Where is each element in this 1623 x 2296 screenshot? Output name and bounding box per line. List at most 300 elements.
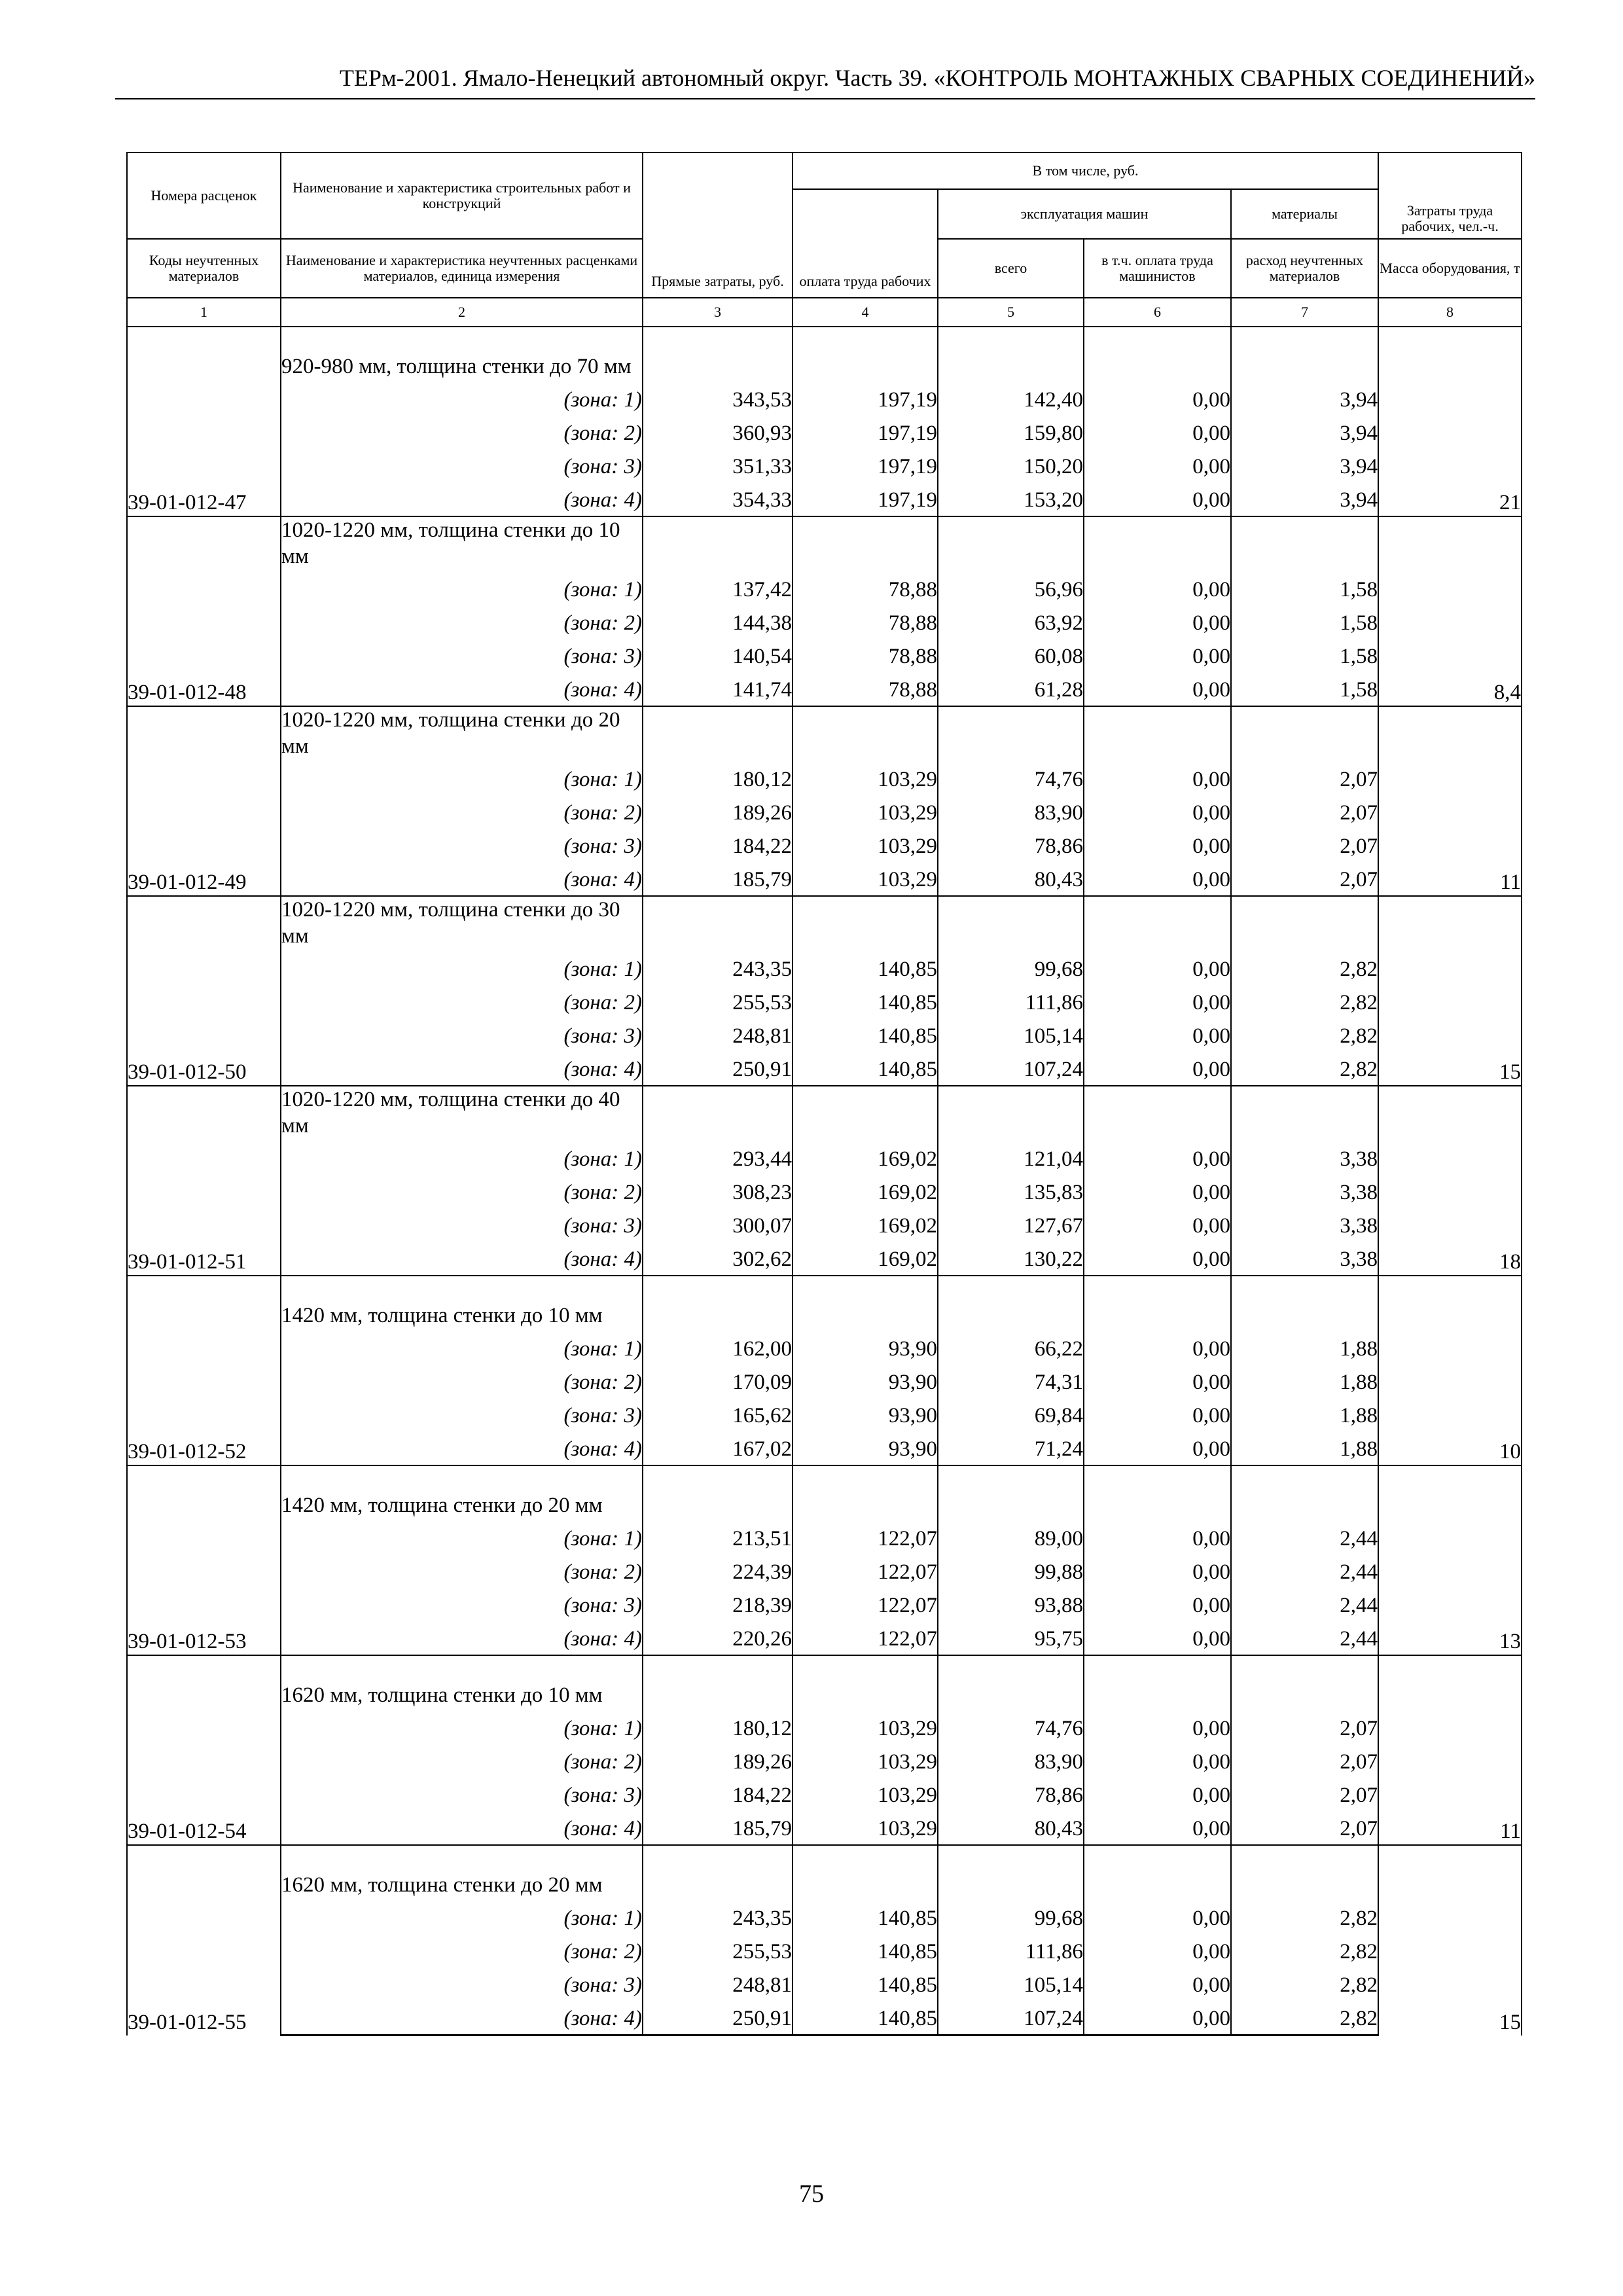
operator-pay-value: 0,00 xyxy=(1084,413,1231,446)
machines-total-value: 107,24 xyxy=(938,1049,1084,1086)
materials-value: 3,94 xyxy=(1231,480,1378,516)
direct-costs-value: 360,93 xyxy=(643,413,793,446)
operator-pay-value: 0,00 xyxy=(1084,446,1231,480)
empty-cell xyxy=(793,706,938,759)
direct-costs-value: 189,26 xyxy=(643,793,793,826)
worker-pay-value: 103,29 xyxy=(793,759,938,793)
operator-pay-value: 0,00 xyxy=(1084,982,1231,1016)
operator-pay-value: 0,00 xyxy=(1084,1049,1231,1086)
direct-costs-value: 185,79 xyxy=(643,859,793,896)
zone-label: (зона: 1) xyxy=(281,1139,643,1172)
zone-label: (зона: 1) xyxy=(281,1329,643,1362)
zone-row xyxy=(127,1016,1522,1049)
empty-cell xyxy=(793,896,938,949)
machines-total-header: всего xyxy=(938,239,1084,298)
machines-total-value: 153,20 xyxy=(938,480,1084,516)
operator-pay-value: 0,00 xyxy=(1084,1898,1231,1931)
work-description: 1620 мм, толщина стенки до 20 мм xyxy=(281,1845,643,1898)
zone-row xyxy=(127,1931,1522,1965)
empty-cell xyxy=(643,706,793,759)
direct-costs-value: 250,91 xyxy=(643,1049,793,1086)
materials-value: 2,07 xyxy=(1231,1708,1378,1742)
materials-value: 1,58 xyxy=(1231,569,1378,603)
zone-label: (зона: 4) xyxy=(281,1808,643,1845)
worker-pay-header: оплата труда рабочих xyxy=(793,189,938,298)
empty-cell xyxy=(1084,1086,1231,1139)
empty-cell xyxy=(938,1276,1084,1329)
direct-costs-value: 213,51 xyxy=(643,1518,793,1552)
direct-costs-value: 180,12 xyxy=(643,759,793,793)
labor-cost: 8,4 xyxy=(1378,516,1522,706)
empty-cell xyxy=(1084,896,1231,949)
zone-row xyxy=(127,1049,1522,1086)
direct-costs-value: 293,44 xyxy=(643,1139,793,1172)
materials-value: 2,44 xyxy=(1231,1585,1378,1619)
empty-cell xyxy=(643,327,793,380)
worker-pay-value: 122,07 xyxy=(793,1518,938,1552)
rate-row-header xyxy=(127,1276,1522,1329)
column-number: 7 xyxy=(1231,298,1378,327)
operator-pay-value: 0,00 xyxy=(1084,1742,1231,1775)
empty-cell xyxy=(793,327,938,380)
direct-costs-value: 255,53 xyxy=(643,1931,793,1965)
empty-cell xyxy=(938,1086,1084,1139)
empty-cell xyxy=(643,1845,793,1898)
materials-value: 1,58 xyxy=(1231,670,1378,706)
zone-row xyxy=(127,413,1522,446)
labor-cost: 13 xyxy=(1378,1465,1522,1655)
labor-cost: 11 xyxy=(1378,1655,1522,1845)
direct-costs-value: 302,62 xyxy=(643,1239,793,1276)
zone-label: (зона: 1) xyxy=(281,759,643,793)
worker-pay-value: 140,85 xyxy=(793,949,938,982)
column-number: 6 xyxy=(1084,298,1231,327)
machines-total-value: 99,68 xyxy=(938,949,1084,982)
operator-pay-value: 0,00 xyxy=(1084,793,1231,826)
worker-pay-value: 103,29 xyxy=(793,1775,938,1808)
direct-costs-value: 184,22 xyxy=(643,1775,793,1808)
machines-total-value: 105,14 xyxy=(938,1965,1084,1998)
work-description: 1620 мм, толщина стенки до 10 мм xyxy=(281,1655,643,1708)
machines-total-value: 99,88 xyxy=(938,1552,1084,1585)
labor-costs-header: Затраты труда рабочих, чел.-ч. xyxy=(1378,152,1522,239)
direct-costs-value: 308,23 xyxy=(643,1172,793,1206)
rate-row-header xyxy=(127,1086,1522,1139)
zone-label: (зона: 2) xyxy=(281,1931,643,1965)
direct-costs-value: 185,79 xyxy=(643,1808,793,1845)
empty-cell xyxy=(1231,1845,1378,1898)
zone-row xyxy=(127,1619,1522,1655)
empty-cell xyxy=(643,1655,793,1708)
materials-value: 1,88 xyxy=(1231,1429,1378,1465)
worker-pay-value: 140,85 xyxy=(793,1965,938,1998)
zone-row xyxy=(127,670,1522,706)
direct-costs-value: 224,39 xyxy=(643,1552,793,1585)
machines-total-value: 99,68 xyxy=(938,1898,1084,1931)
materials-header: материалы xyxy=(1231,189,1378,239)
labor-cost: 11 xyxy=(1378,706,1522,896)
machines-total-value: 135,83 xyxy=(938,1172,1084,1206)
empty-cell xyxy=(793,1465,938,1518)
direct-costs-value: 162,00 xyxy=(643,1329,793,1362)
rate-code: 39-01-012-50 xyxy=(127,896,281,1086)
operator-pay-value: 0,00 xyxy=(1084,1239,1231,1276)
labor-cost: 15 xyxy=(1378,1845,1522,2036)
operator-pay-value: 0,00 xyxy=(1084,603,1231,636)
machines-total-value: 71,24 xyxy=(938,1429,1084,1465)
worker-pay-value: 122,07 xyxy=(793,1552,938,1585)
rate-code: 39-01-012-53 xyxy=(127,1465,281,1655)
materials-value: 1,58 xyxy=(1231,603,1378,636)
worker-pay-value: 140,85 xyxy=(793,982,938,1016)
labor-cost: 21 xyxy=(1378,327,1522,516)
empty-cell xyxy=(1231,1655,1378,1708)
machines-total-value: 78,86 xyxy=(938,826,1084,859)
zone-label: (зона: 4) xyxy=(281,1429,643,1465)
materials-value: 2,07 xyxy=(1231,1808,1378,1845)
rate-row-header xyxy=(127,896,1522,949)
worker-pay-value: 93,90 xyxy=(793,1329,938,1362)
direct-costs-value: 351,33 xyxy=(643,446,793,480)
machines-total-value: 61,28 xyxy=(938,670,1084,706)
machine-operation-header: эксплуатация машин xyxy=(938,189,1231,239)
zone-row xyxy=(127,1395,1522,1429)
work-description: 1020-1220 мм, толщина стенки до 40 мм xyxy=(281,1086,643,1139)
machines-total-value: 130,22 xyxy=(938,1239,1084,1276)
direct-costs-value: 141,74 xyxy=(643,670,793,706)
unaccounted-codes-header: Коды неучтенных материалов xyxy=(127,239,281,298)
worker-pay-value: 93,90 xyxy=(793,1429,938,1465)
materials-value: 3,38 xyxy=(1231,1206,1378,1239)
direct-costs-value: 165,62 xyxy=(643,1395,793,1429)
machines-total-value: 105,14 xyxy=(938,1016,1084,1049)
direct-costs-value: 140,54 xyxy=(643,636,793,670)
zone-label: (зона: 4) xyxy=(281,859,643,896)
direct-costs-header: Прямые затраты, руб. xyxy=(643,152,793,298)
work-description: 1020-1220 мм, толщина стенки до 30 мм xyxy=(281,896,643,949)
empty-cell xyxy=(1084,327,1231,380)
operator-pay-value: 0,00 xyxy=(1084,759,1231,793)
operator-pay-value: 0,00 xyxy=(1084,1429,1231,1465)
empty-cell xyxy=(1084,1465,1231,1518)
materials-value: 2,07 xyxy=(1231,759,1378,793)
work-name-header: Наименование и характеристика строительных работ и конструкций xyxy=(281,152,643,239)
work-description: 1020-1220 мм, толщина стенки до 20 мм xyxy=(281,706,643,759)
materials-value: 2,82 xyxy=(1231,949,1378,982)
zone-label: (зона: 4) xyxy=(281,670,643,706)
empty-cell xyxy=(938,706,1084,759)
zone-row xyxy=(127,826,1522,859)
labor-cost: 15 xyxy=(1378,896,1522,1086)
direct-costs-value: 180,12 xyxy=(643,1708,793,1742)
operator-pay-value: 0,00 xyxy=(1084,1965,1231,1998)
rate-code: 39-01-012-49 xyxy=(127,706,281,896)
operator-pay-value: 0,00 xyxy=(1084,1552,1231,1585)
operator-pay-value: 0,00 xyxy=(1084,1329,1231,1362)
zone-row xyxy=(127,636,1522,670)
column-number: 4 xyxy=(793,298,938,327)
equipment-mass-header: Масса оборудования, т xyxy=(1378,239,1522,298)
materials-value: 2,07 xyxy=(1231,859,1378,896)
zone-row xyxy=(127,1898,1522,1931)
worker-pay-value: 197,19 xyxy=(793,446,938,480)
rate-code: 39-01-012-54 xyxy=(127,1655,281,1845)
zone-label: (зона: 2) xyxy=(281,413,643,446)
material-name-header: Наименование и характеристика неучтенных расценками материалов, единица измерения xyxy=(281,239,643,298)
materials-value: 1,58 xyxy=(1231,636,1378,670)
including-header: В том числе, руб. xyxy=(793,152,1378,189)
machines-total-value: 142,40 xyxy=(938,380,1084,413)
empty-cell xyxy=(793,1655,938,1708)
zone-label: (зона: 3) xyxy=(281,446,643,480)
empty-cell xyxy=(1084,1655,1231,1708)
worker-pay-value: 197,19 xyxy=(793,380,938,413)
column-number: 2 xyxy=(281,298,643,327)
zone-label: (зона: 4) xyxy=(281,1998,643,2036)
rate-row-header xyxy=(127,706,1522,759)
zone-label: (зона: 4) xyxy=(281,1619,643,1655)
operator-pay-header: в т.ч. оплата труда машинистов xyxy=(1084,239,1231,298)
worker-pay-value: 140,85 xyxy=(793,1016,938,1049)
machines-total-value: 89,00 xyxy=(938,1518,1084,1552)
page-number: 75 xyxy=(799,2180,824,2208)
machines-total-value: 80,43 xyxy=(938,1808,1084,1845)
operator-pay-value: 0,00 xyxy=(1084,380,1231,413)
worker-pay-value: 103,29 xyxy=(793,1708,938,1742)
zone-label: (зона: 4) xyxy=(281,480,643,516)
materials-value: 2,82 xyxy=(1231,1016,1378,1049)
materials-value: 2,44 xyxy=(1231,1619,1378,1655)
operator-pay-value: 0,00 xyxy=(1084,1362,1231,1395)
zone-label: (зона: 3) xyxy=(281,1585,643,1619)
zone-row xyxy=(127,982,1522,1016)
zone-row xyxy=(127,1329,1522,1362)
empty-cell xyxy=(1084,1845,1231,1898)
machines-total-value: 69,84 xyxy=(938,1395,1084,1429)
rate-row-header xyxy=(127,516,1522,569)
table-body xyxy=(127,327,1522,2036)
rates-table xyxy=(126,152,1522,2036)
empty-cell xyxy=(1231,1465,1378,1518)
materials-value: 2,07 xyxy=(1231,826,1378,859)
zone-row xyxy=(127,1552,1522,1585)
machines-total-value: 80,43 xyxy=(938,859,1084,896)
empty-cell xyxy=(643,896,793,949)
zone-label: (зона: 1) xyxy=(281,1708,643,1742)
direct-costs-value: 300,07 xyxy=(643,1206,793,1239)
operator-pay-value: 0,00 xyxy=(1084,1139,1231,1172)
zone-row xyxy=(127,1239,1522,1276)
zone-label: (зона: 3) xyxy=(281,1775,643,1808)
rate-numbers-header: Номера расценок xyxy=(127,152,281,239)
zone-row xyxy=(127,1708,1522,1742)
column-number: 1 xyxy=(127,298,281,327)
empty-cell xyxy=(793,1845,938,1898)
zone-row xyxy=(127,949,1522,982)
zone-label: (зона: 2) xyxy=(281,1362,643,1395)
operator-pay-value: 0,00 xyxy=(1084,1775,1231,1808)
zone-label: (зона: 2) xyxy=(281,603,643,636)
worker-pay-value: 140,85 xyxy=(793,1931,938,1965)
operator-pay-value: 0,00 xyxy=(1084,1619,1231,1655)
rate-code: 39-01-012-51 xyxy=(127,1086,281,1276)
machines-total-value: 83,90 xyxy=(938,1742,1084,1775)
materials-value: 3,94 xyxy=(1231,446,1378,480)
materials-value: 3,38 xyxy=(1231,1172,1378,1206)
direct-costs-value: 144,38 xyxy=(643,603,793,636)
zone-label: (зона: 1) xyxy=(281,949,643,982)
zone-label: (зона: 1) xyxy=(281,1518,643,1552)
empty-cell xyxy=(938,1465,1084,1518)
running-header: ТЕРм-2001. Ямало-Ненецкий автономный округ. Часть 39. «КОНТРОЛЬ МОНТАЖНЫХ СВАРНЫХ СОЕДИНЕНИЙ» xyxy=(115,64,1535,99)
zone-row xyxy=(127,1429,1522,1465)
materials-value: 1,88 xyxy=(1231,1362,1378,1395)
empty-cell xyxy=(1231,327,1378,380)
direct-costs-value: 243,35 xyxy=(643,1898,793,1931)
zone-row xyxy=(127,380,1522,413)
worker-pay-value: 169,02 xyxy=(793,1239,938,1276)
work-description: 920-980 мм, толщина стенки до 70 мм xyxy=(281,327,643,380)
materials-value: 2,82 xyxy=(1231,1049,1378,1086)
empty-cell xyxy=(643,1465,793,1518)
zone-label: (зона: 4) xyxy=(281,1049,643,1086)
direct-costs-value: 189,26 xyxy=(643,1742,793,1775)
direct-costs-value: 220,26 xyxy=(643,1619,793,1655)
direct-costs-value: 248,81 xyxy=(643,1016,793,1049)
empty-cell xyxy=(1231,516,1378,569)
direct-costs-value: 250,91 xyxy=(643,1998,793,2036)
materials-value: 2,82 xyxy=(1231,1898,1378,1931)
rate-code: 39-01-012-48 xyxy=(127,516,281,706)
worker-pay-value: 103,29 xyxy=(793,859,938,896)
empty-cell xyxy=(938,327,1084,380)
worker-pay-value: 169,02 xyxy=(793,1206,938,1239)
zone-row xyxy=(127,603,1522,636)
rate-code: 39-01-012-47 xyxy=(127,327,281,516)
zone-label: (зона: 2) xyxy=(281,982,643,1016)
worker-pay-value: 93,90 xyxy=(793,1362,938,1395)
operator-pay-value: 0,00 xyxy=(1084,1998,1231,2036)
worker-pay-value: 78,88 xyxy=(793,603,938,636)
column-number: 8 xyxy=(1378,298,1522,327)
empty-cell xyxy=(938,896,1084,949)
labor-cost: 10 xyxy=(1378,1276,1522,1465)
empty-cell xyxy=(1084,1276,1231,1329)
rate-row-header xyxy=(127,1465,1522,1518)
operator-pay-value: 0,00 xyxy=(1084,949,1231,982)
zone-label: (зона: 3) xyxy=(281,826,643,859)
empty-cell xyxy=(1231,706,1378,759)
machines-total-value: 111,86 xyxy=(938,1931,1084,1965)
operator-pay-value: 0,00 xyxy=(1084,1206,1231,1239)
empty-cell xyxy=(1231,1086,1378,1139)
zone-row xyxy=(127,569,1522,603)
operator-pay-value: 0,00 xyxy=(1084,1172,1231,1206)
materials-value: 1,88 xyxy=(1231,1329,1378,1362)
materials-value: 2,44 xyxy=(1231,1552,1378,1585)
direct-costs-value: 170,09 xyxy=(643,1362,793,1395)
worker-pay-value: 103,29 xyxy=(793,1742,938,1775)
direct-costs-value: 218,39 xyxy=(643,1585,793,1619)
operator-pay-value: 0,00 xyxy=(1084,1708,1231,1742)
machines-total-value: 60,08 xyxy=(938,636,1084,670)
zone-row xyxy=(127,1172,1522,1206)
column-number: 5 xyxy=(938,298,1084,327)
zone-row xyxy=(127,1362,1522,1395)
machines-total-value: 83,90 xyxy=(938,793,1084,826)
zone-label: (зона: 3) xyxy=(281,1016,643,1049)
zone-label: (зона: 3) xyxy=(281,1395,643,1429)
materials-value: 2,07 xyxy=(1231,1775,1378,1808)
operator-pay-value: 0,00 xyxy=(1084,1016,1231,1049)
rate-code: 39-01-012-52 xyxy=(127,1276,281,1465)
zone-row xyxy=(127,1965,1522,1998)
unaccounted-materials-header: расход неучтенных материалов xyxy=(1231,239,1378,298)
empty-cell xyxy=(793,516,938,569)
worker-pay-value: 140,85 xyxy=(793,1049,938,1086)
operator-pay-value: 0,00 xyxy=(1084,670,1231,706)
direct-costs-value: 243,35 xyxy=(643,949,793,982)
direct-costs-value: 248,81 xyxy=(643,1965,793,1998)
zone-row xyxy=(127,1518,1522,1552)
zone-label: (зона: 1) xyxy=(281,569,643,603)
zone-label: (зона: 2) xyxy=(281,793,643,826)
labor-cost: 18 xyxy=(1378,1086,1522,1276)
operator-pay-value: 0,00 xyxy=(1084,1808,1231,1845)
machines-total-value: 66,22 xyxy=(938,1329,1084,1362)
operator-pay-value: 0,00 xyxy=(1084,569,1231,603)
direct-costs-value: 137,42 xyxy=(643,569,793,603)
worker-pay-value: 197,19 xyxy=(793,480,938,516)
worker-pay-value: 93,90 xyxy=(793,1395,938,1429)
zone-label: (зона: 4) xyxy=(281,1239,643,1276)
materials-value: 2,44 xyxy=(1231,1518,1378,1552)
direct-costs-value: 167,02 xyxy=(643,1429,793,1465)
materials-value: 3,38 xyxy=(1231,1139,1378,1172)
empty-cell xyxy=(643,1276,793,1329)
worker-pay-value: 140,85 xyxy=(793,1898,938,1931)
zone-label: (зона: 3) xyxy=(281,1206,643,1239)
materials-value: 2,07 xyxy=(1231,1742,1378,1775)
empty-cell xyxy=(643,516,793,569)
operator-pay-value: 0,00 xyxy=(1084,1518,1231,1552)
operator-pay-value: 0,00 xyxy=(1084,1585,1231,1619)
rate-code: 39-01-012-55 xyxy=(127,1845,281,2036)
worker-pay-value: 140,85 xyxy=(793,1998,938,2036)
zone-row xyxy=(127,1139,1522,1172)
direct-costs-value: 343,53 xyxy=(643,380,793,413)
work-description: 1420 мм, толщина стенки до 10 мм xyxy=(281,1276,643,1329)
machines-total-value: 74,76 xyxy=(938,1708,1084,1742)
materials-value: 2,82 xyxy=(1231,982,1378,1016)
rate-row-header xyxy=(127,1845,1522,1898)
zone-row xyxy=(127,1742,1522,1775)
materials-value: 3,38 xyxy=(1231,1239,1378,1276)
work-description: 1420 мм, толщина стенки до 20 мм xyxy=(281,1465,643,1518)
empty-cell xyxy=(1231,896,1378,949)
worker-pay-value: 103,29 xyxy=(793,1808,938,1845)
machines-total-value: 74,31 xyxy=(938,1362,1084,1395)
column-number: 3 xyxy=(643,298,793,327)
machines-total-value: 78,86 xyxy=(938,1775,1084,1808)
empty-cell xyxy=(938,1655,1084,1708)
machines-total-value: 127,67 xyxy=(938,1206,1084,1239)
work-description: 1020-1220 мм, толщина стенки до 10 мм xyxy=(281,516,643,569)
empty-cell xyxy=(1084,706,1231,759)
zone-row xyxy=(127,859,1522,896)
zone-label: (зона: 1) xyxy=(281,380,643,413)
empty-cell xyxy=(793,1086,938,1139)
